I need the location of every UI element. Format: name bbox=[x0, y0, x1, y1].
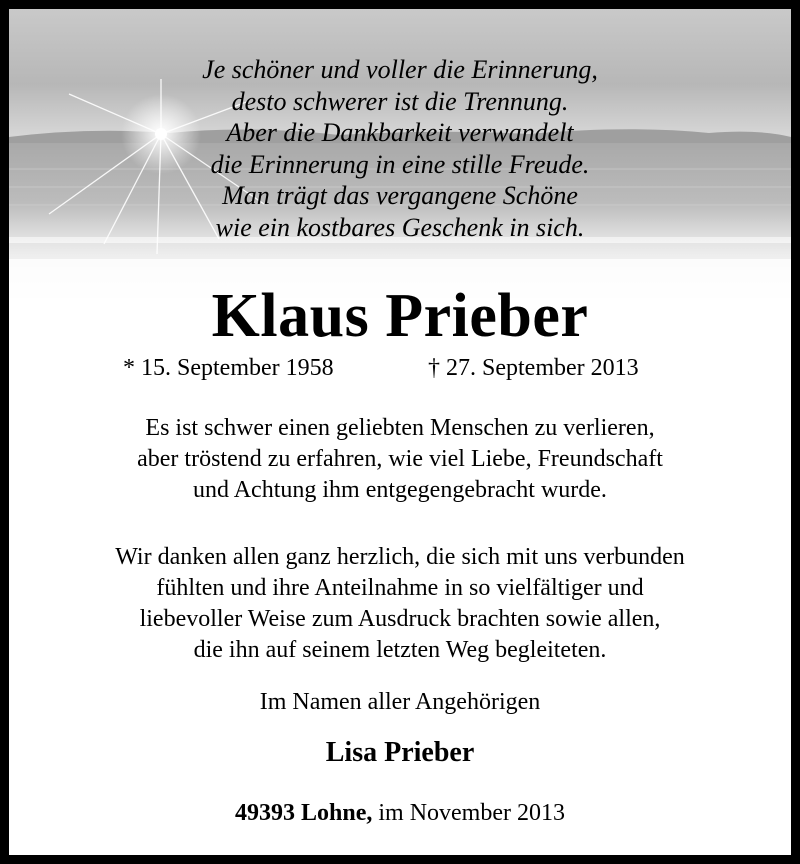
consolation-paragraph bbox=[9, 413, 791, 506]
place: 49393 Lohne, bbox=[235, 800, 373, 826]
signer-name: Lisa Prieber bbox=[325, 737, 475, 768]
paragraph-line: Es ist schwer einen geliebten Menschen zu verlieren, bbox=[145, 415, 655, 441]
death-date: † 27. September 2013 bbox=[428, 355, 639, 381]
paragraph-line: und Achtung ihm entgegengebracht wurde. bbox=[193, 477, 607, 503]
poem-line: Je schöner und voller die Erinnerung, bbox=[202, 55, 598, 84]
paragraph-line: liebevoller Weise zum Ausdruck brachten sowie allen, bbox=[139, 606, 661, 632]
on-behalf-line: Im Namen aller Angehörigen bbox=[259, 689, 541, 715]
birth-date: * 15. September 1958 bbox=[123, 355, 334, 381]
paragraph-line: Wir danken allen ganz herzlich, die sich mit uns verbunden bbox=[115, 544, 685, 570]
poem-line: Aber die Dankbarkeit verwandelt bbox=[226, 118, 574, 147]
deceased-name: Klaus Prieber bbox=[211, 282, 589, 350]
thanks-paragraph bbox=[9, 542, 791, 666]
paragraph-line: die ihn auf seinem letzten Weg begleiteten. bbox=[193, 637, 607, 663]
poem-line: wie ein kostbares Geschenk in sich. bbox=[215, 212, 585, 242]
poem bbox=[9, 54, 791, 243]
place-date-line bbox=[9, 798, 791, 828]
poem-line: desto schwerer ist die Trennung. bbox=[231, 86, 569, 116]
date: im November 2013 bbox=[372, 800, 565, 826]
paragraph-line: fühlten und ihre Anteilnahme in so vielfältiger und bbox=[156, 575, 644, 601]
paragraph-line: aber tröstend zu erfahren, wie viel Liebe, Freundschaft bbox=[137, 446, 663, 472]
poem-line: Man trägt das vergangene Schöne bbox=[222, 181, 578, 210]
poem-line: die Erinnerung in eine stille Freude. bbox=[210, 149, 590, 179]
